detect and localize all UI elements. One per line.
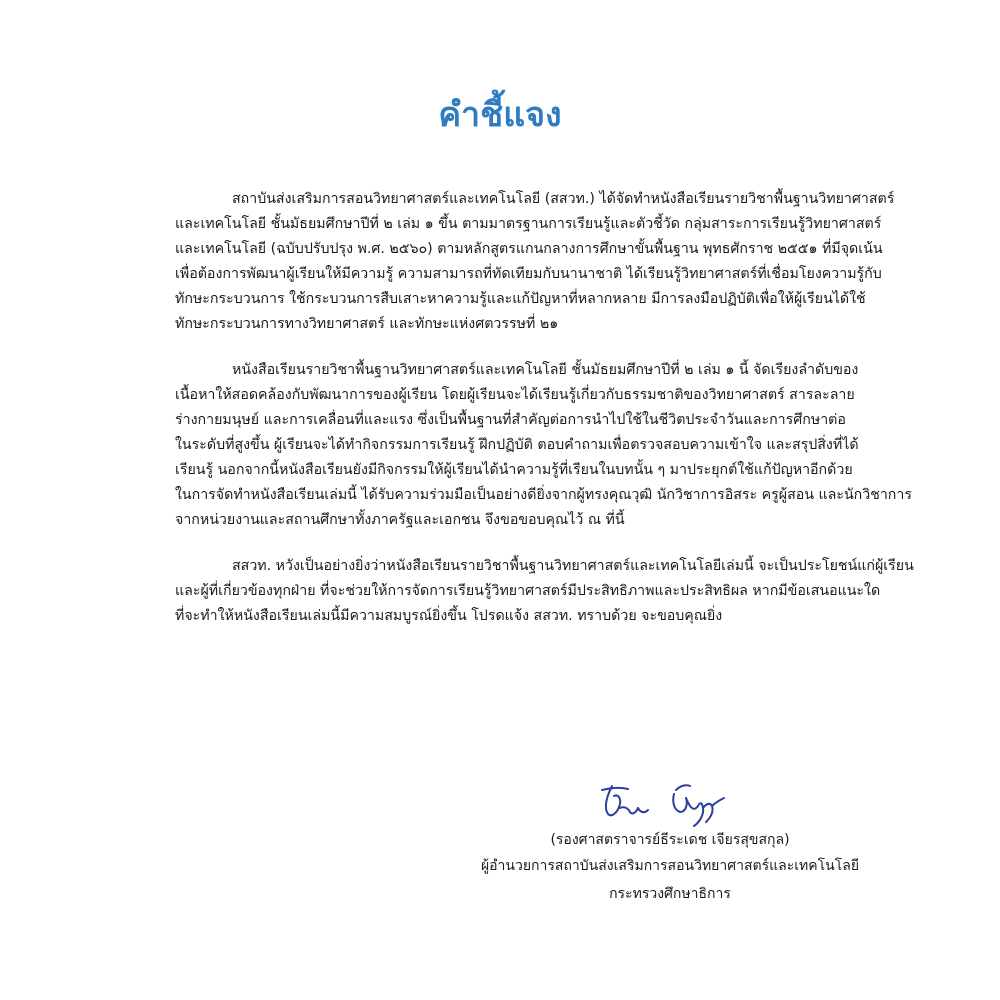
paragraph-1-line-2: และเทคโนโลยี ชั้นมัธยมศึกษาปีที่ ๒ เล่ม ๑ ขึ้น ตามมาตรฐานการเรียนรู้และตัวชี้วัด กลุ่มสาระการเรียนรู้วิทยาศาสตร์ (175, 216, 882, 232)
paragraph-3-line-1: สสวท. หวังเป็นอย่างยิ่งว่าหนังสือเรียนรายวิชาพื้นฐานวิทยาศาสตร์และเทคโนโลยีเล่มนี้ จะเป็นประโยชน์แก่ผู้เรียน (232, 558, 914, 574)
paragraph-3-line-3: ที่จะทำให้หนังสือเรียนเล่มนี้มีความสมบูรณ์ยิ่งขึ้น โปรดแจ้ง สสวท. ทราบด้วย จะขอบคุณยิ่ง (175, 608, 723, 624)
paragraph-2-line-2: เนื้อหาให้สอดคล้องกับพัฒนาการของผู้เรียน โดยผู้เรียนจะได้เรียนรู้เกี่ยวกับธรรมชาติของวิทยาศาสตร์ สารละลาย (175, 387, 855, 403)
paragraph-2-line-3: ร่างกายมนุษย์ และการเคลื่อนที่และแรง ซึ่งเป็นพื้นฐานที่สำคัญต่อการนำไปใช้ในชีวิตประจำวันและการศึกษาต่อ (175, 412, 846, 428)
signature-image (590, 768, 740, 828)
paragraph-2-line-1: หนังสือเรียนรายวิชาพื้นฐานวิทยาศาสตร์และเทคโนโลยี ชั้นมัธยมศึกษาปีที่ ๒ เล่ม ๑ นี้ จัดเรียงลำดับของ (232, 362, 859, 378)
paragraph-1-line-3: และเทคโนโลยี (ฉบับปรับปรุง พ.ศ. ๒๕๖๐) ตามหลักสูตรแกนกลางการศึกษาขั้นพื้นฐาน พุทธศักราช ๒๕๕๑ ที่มีจุดเน้น (175, 241, 883, 257)
paragraph-2-line-6: ในการจัดทำหนังสือเรียนเล่มนี้ ได้รับความร่วมมือเป็นอย่างดียิ่งจากผู้ทรงคุณวุฒิ นักวิชาการอิสระ ครูผู้สอน และนักวิชาการ (175, 487, 912, 503)
paragraph-1-line-1: สถาบันส่งเสริมการสอนวิทยาศาสตร์และเทคโนโลยี (สสวท.) ได้จัดทำหนังสือเรียนรายวิชาพื้นฐานวิทยาศาสตร์ (232, 191, 895, 207)
signer-name: (รองศาสตราจารย์ธีระเดช เจียรสุขสกุล) (550, 832, 790, 848)
paragraph-1-line-5: ทักษะกระบวนการ ใช้กระบวนการสืบเสาะหาความรู้และแก้ปัญหาที่หลากหลาย มีการลงมือปฏิบัติเพื่อให้ผู้เรียนได้ใช้ (175, 291, 866, 307)
paragraph-3-line-2: และผู้ที่เกี่ยวข้องทุกฝ่าย ที่จะช่วยให้การจัดการเรียนรู้วิทยาศาสตร์มีประสิทธิภาพและประสิทธิผล หากมีข้อเสนอแนะใด (175, 583, 881, 599)
paragraph-2-line-7: จากหน่วยงานและสถานศึกษาทั้งภาครัฐและเอกชน จึงขอขอบคุณไว้ ณ ที่นี้ (175, 512, 625, 528)
paragraph-1-line-4: เพื่อต้องการพัฒนาผู้เรียนให้มีความรู้ ความสามารถที่ทัดเทียมกับนานาชาติ ได้เรียนรู้วิทยาศาสตร์ที่เชื่อมโยงความรู้กับ (175, 266, 882, 282)
paragraph-2-line-4: ในระดับที่สูงขึ้น ผู้เรียนจะได้ทำกิจกรรมการเรียนรู้ ฝึกปฏิบัติ ตอบคำถามเพื่อตรวจสอบความเข้าใจ และสรุปสิ่งที่ได้ (175, 437, 859, 453)
signer-organization: กระทรวงศึกษาธิการ (609, 886, 731, 902)
paragraph-2-line-5: เรียนรู้ นอกจากนี้หนังสือเรียนยังมีกิจกรรมให้ผู้เรียนได้นำความรู้ที่เรียนในบทนั้น ๆ มาประยุกต์ใช้แก้ปัญหาอีกด้วย (175, 462, 853, 478)
signer-position: ผู้อำนวยการสถาบันส่งเสริมการสอนวิทยาศาสตร์และเทคโนโลยี (480, 858, 860, 874)
page-title: คำชี้แจง (438, 95, 562, 135)
paragraph-1-line-6: ทักษะกระบวนการทางวิทยาศาสตร์ และทักษะแห่งศตวรรษที่ ๒๑ (175, 316, 559, 332)
